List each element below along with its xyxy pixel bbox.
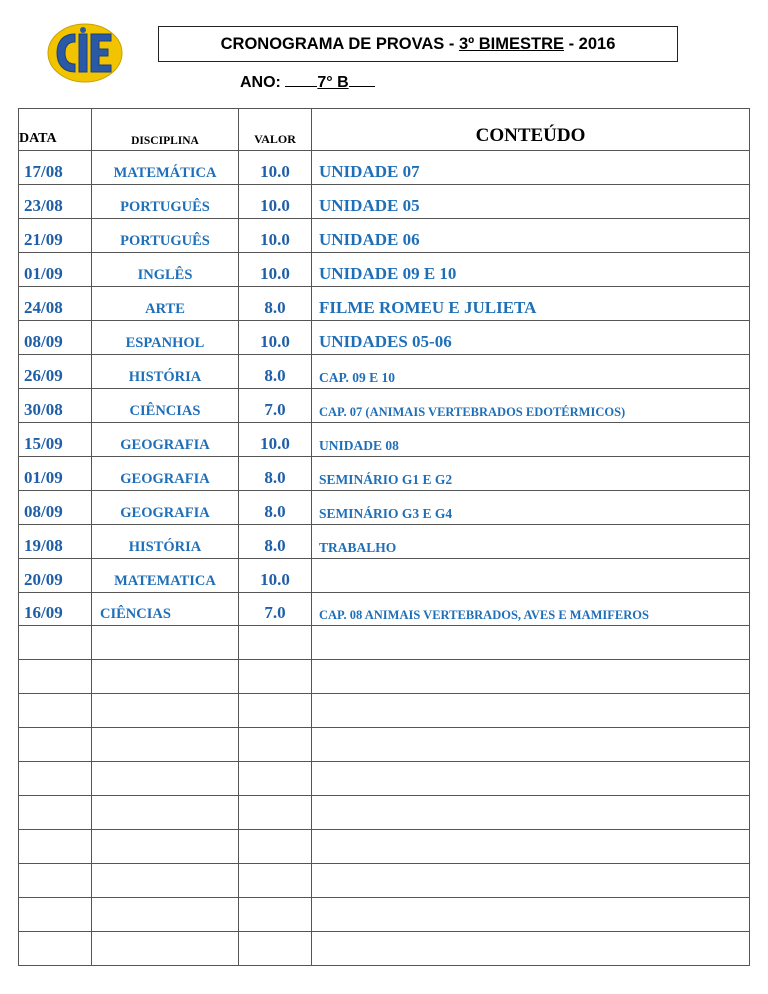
exam-schedule-table xyxy=(18,108,750,966)
cell-date: 17/08 xyxy=(19,151,92,185)
cell-date: 08/09 xyxy=(19,491,92,525)
table-row xyxy=(19,185,750,219)
empty-cell xyxy=(19,694,92,728)
header-content: CONTEÚDO xyxy=(312,109,750,151)
cell-content: CAP. 07 (ANIMAIS VERTEBRADOS EDOTÉRMICOS) xyxy=(312,389,750,423)
table-row-empty xyxy=(19,694,750,728)
cell-discipline: ARTE xyxy=(92,287,239,321)
table-row xyxy=(19,321,750,355)
cell-content: SEMINÁRIO G3 E G4 xyxy=(312,491,750,525)
cell-content: UNIDADES 05-06 xyxy=(312,321,750,355)
table-row-empty xyxy=(19,660,750,694)
empty-cell xyxy=(92,762,239,796)
empty-cell xyxy=(312,694,750,728)
empty-cell xyxy=(92,864,239,898)
empty-cell xyxy=(92,898,239,932)
title-prefix: CRONOGRAMA DE PROVAS - xyxy=(220,34,459,53)
ano-label: ANO: xyxy=(240,74,281,91)
cell-value: 10.0 xyxy=(239,219,312,253)
cell-value: 8.0 xyxy=(239,287,312,321)
table-row-empty xyxy=(19,898,750,932)
empty-cell xyxy=(92,660,239,694)
table-header-row xyxy=(19,109,750,151)
empty-cell xyxy=(19,796,92,830)
ano-value: 7° B xyxy=(317,74,349,91)
cell-date: 15/09 xyxy=(19,423,92,457)
class-year xyxy=(240,72,375,92)
cell-date: 24/08 xyxy=(19,287,92,321)
cell-value: 10.0 xyxy=(239,185,312,219)
table-row-empty xyxy=(19,864,750,898)
empty-cell xyxy=(19,626,92,660)
document-title xyxy=(158,26,678,62)
empty-cell xyxy=(312,626,750,660)
cell-date: 21/09 xyxy=(19,219,92,253)
title-bimester: 3º BIMESTRE xyxy=(458,34,564,53)
empty-cell xyxy=(92,694,239,728)
cell-discipline: INGLÊS xyxy=(92,253,239,287)
cell-value: 10.0 xyxy=(239,559,312,593)
empty-cell xyxy=(312,898,750,932)
cell-content: CAP. 09 E 10 xyxy=(312,355,750,389)
table-row xyxy=(19,559,750,593)
cell-content: FILME ROMEU E JULIETA xyxy=(312,287,750,321)
empty-cell xyxy=(239,626,312,660)
empty-cell xyxy=(19,728,92,762)
cell-value: 8.0 xyxy=(239,355,312,389)
empty-cell xyxy=(239,864,312,898)
cell-discipline: GEOGRAFIA xyxy=(92,491,239,525)
cell-date: 08/09 xyxy=(19,321,92,355)
cell-content: UNIDADE 09 E 10 xyxy=(312,253,750,287)
empty-cell xyxy=(92,728,239,762)
cell-date: 20/09 xyxy=(19,559,92,593)
empty-cell xyxy=(312,830,750,864)
cell-content: UNIDADE 08 xyxy=(312,423,750,457)
empty-cell xyxy=(239,694,312,728)
table-row xyxy=(19,151,750,185)
empty-cell xyxy=(92,830,239,864)
cell-discipline: MATEMATICA xyxy=(92,559,239,593)
table-row-empty xyxy=(19,796,750,830)
table-row xyxy=(19,423,750,457)
underline-blank xyxy=(285,72,317,87)
empty-cell xyxy=(239,932,312,966)
cell-value: 10.0 xyxy=(239,151,312,185)
empty-cell xyxy=(92,932,239,966)
header-discipline: DISCIPLINA xyxy=(92,109,239,151)
empty-cell xyxy=(312,728,750,762)
table-row-empty xyxy=(19,728,750,762)
cell-discipline: MATEMÁTICA xyxy=(92,151,239,185)
table-row-empty xyxy=(19,626,750,660)
header-value: VALOR xyxy=(239,109,312,151)
cell-value: 8.0 xyxy=(239,525,312,559)
table-row xyxy=(19,389,750,423)
table-row xyxy=(19,355,750,389)
cell-discipline: PORTUGUÊS xyxy=(92,185,239,219)
cell-discipline: CIÊNCIAS xyxy=(92,593,239,626)
cell-content: CAP. 08 ANIMAIS VERTEBRADOS, AVES E MAMIFEROS xyxy=(312,593,750,626)
table-row xyxy=(19,219,750,253)
empty-cell xyxy=(19,898,92,932)
cell-content: SEMINÁRIO G1 E G2 xyxy=(312,457,750,491)
empty-cell xyxy=(19,762,92,796)
cell-value: 10.0 xyxy=(239,253,312,287)
empty-cell xyxy=(239,898,312,932)
empty-cell xyxy=(19,932,92,966)
cell-discipline: HISTÓRIA xyxy=(92,525,239,559)
title-suffix: - 2016 xyxy=(564,34,616,53)
cell-value: 7.0 xyxy=(239,593,312,626)
table-row xyxy=(19,253,750,287)
empty-cell xyxy=(239,830,312,864)
header-date: DATA xyxy=(19,109,92,151)
cell-value: 10.0 xyxy=(239,423,312,457)
underline-blank xyxy=(349,72,375,87)
cell-value: 8.0 xyxy=(239,457,312,491)
empty-cell xyxy=(239,728,312,762)
empty-cell xyxy=(92,626,239,660)
empty-cell xyxy=(19,660,92,694)
cell-date: 26/09 xyxy=(19,355,92,389)
empty-cell xyxy=(239,796,312,830)
cell-discipline: ESPANHOL xyxy=(92,321,239,355)
empty-cell xyxy=(312,796,750,830)
table-row xyxy=(19,525,750,559)
empty-cell xyxy=(312,932,750,966)
cell-content: UNIDADE 06 xyxy=(312,219,750,253)
cell-date: 01/09 xyxy=(19,457,92,491)
table-row-empty xyxy=(19,932,750,966)
cell-content: UNIDADE 05 xyxy=(312,185,750,219)
cell-discipline: GEOGRAFIA xyxy=(92,457,239,491)
cell-date: 30/08 xyxy=(19,389,92,423)
empty-cell xyxy=(92,796,239,830)
cell-content xyxy=(312,559,750,593)
cell-date: 16/09 xyxy=(19,593,92,626)
table-row-empty xyxy=(19,830,750,864)
table-row xyxy=(19,491,750,525)
empty-cell xyxy=(312,864,750,898)
table-row-empty xyxy=(19,762,750,796)
cell-value: 7.0 xyxy=(239,389,312,423)
table-row xyxy=(19,287,750,321)
cell-date: 19/08 xyxy=(19,525,92,559)
cell-content: UNIDADE 07 xyxy=(312,151,750,185)
cell-value: 10.0 xyxy=(239,321,312,355)
table-row xyxy=(19,457,750,491)
cell-discipline: PORTUGUÊS xyxy=(92,219,239,253)
table-row xyxy=(19,593,750,626)
cell-content: TRABALHO xyxy=(312,525,750,559)
empty-cell xyxy=(312,660,750,694)
cell-discipline: CIÊNCIAS xyxy=(92,389,239,423)
empty-cell xyxy=(239,660,312,694)
cell-discipline: HISTÓRIA xyxy=(92,355,239,389)
cell-discipline: GEOGRAFIA xyxy=(92,423,239,457)
empty-cell xyxy=(19,830,92,864)
empty-cell xyxy=(19,864,92,898)
cell-date: 01/09 xyxy=(19,253,92,287)
cell-date: 23/08 xyxy=(19,185,92,219)
empty-cell xyxy=(312,762,750,796)
empty-cell xyxy=(239,762,312,796)
school-logo xyxy=(45,22,125,84)
cell-value: 8.0 xyxy=(239,491,312,525)
